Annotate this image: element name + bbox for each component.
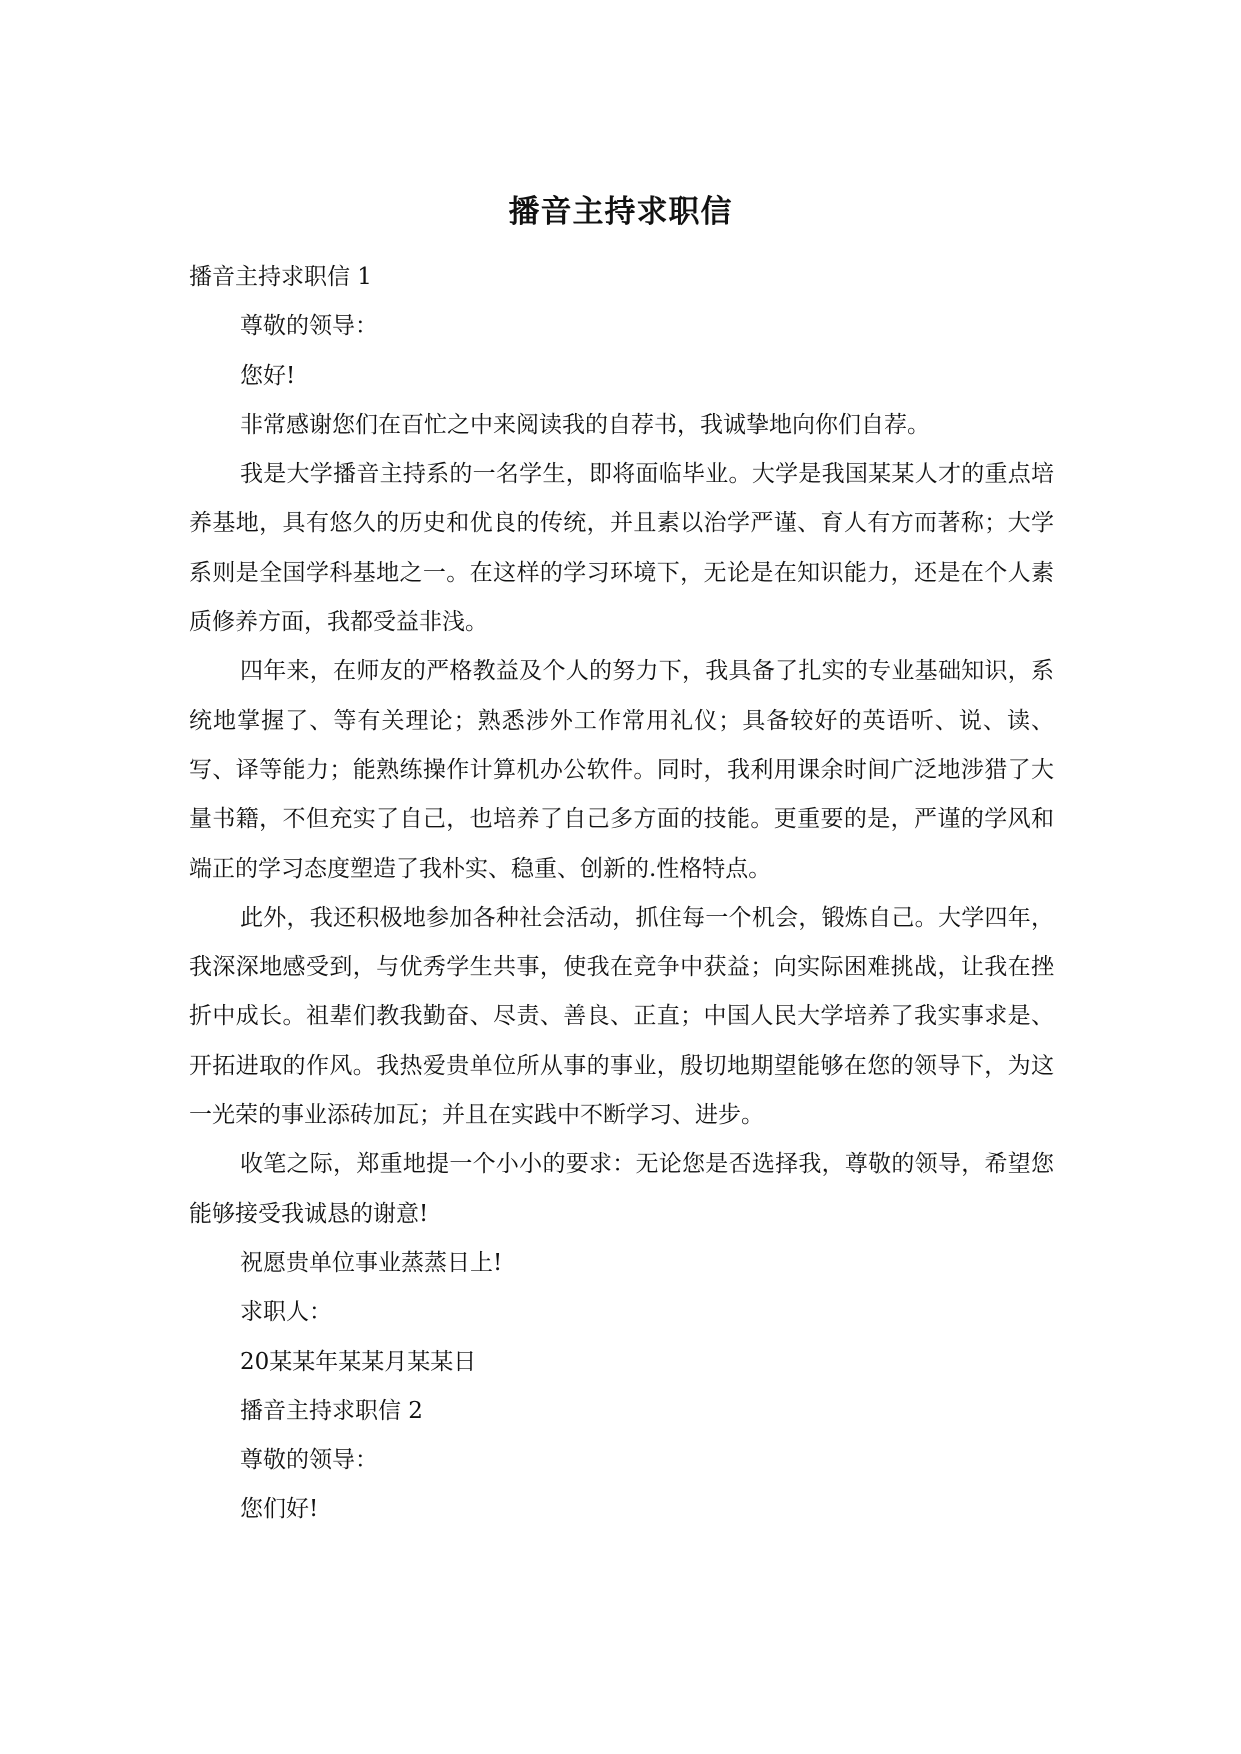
letter1-paragraph: 四年来，在师友的严格教益及个人的努力下，我具备了扎实的专业基础知识，系统地掌握了、等有关理论；熟悉涉外工作常用礼仪；具备较好的英语听、说、读、写、译等能力；能熟练操作计算机办公软件。同时，我利用课余时间广泛地涉猎了大量书籍，不但充实了自己，也培养了自己多方面的技能。更重要的是，严谨的学风和端正的学习态度塑造了我朴实、稳重、创新的.性格特点。 (189, 658, 1054, 882)
letter1-signature-label: 求职人： (240, 1299, 332, 1326)
letter1-closing: 祝愿贵单位事业蒸蒸日上! (240, 1249, 503, 1276)
letter2-heading: 播音主持求职信 2 (240, 1397, 423, 1424)
letter1-heading: 播音主持求职信 1 (189, 264, 372, 290)
letter1-paragraph: 我是大学播音主持系的一名学生，即将面临毕业。大学是我国某某人才的重点培养基地，具有悠久的历史和优良的传统，并且素以治学严谨、育人有方而著称；大学系则是全国学科基地之一。在这样的学习环境下，无论是在知识能力，还是在个人素质修养方面，我都受益非浅。 (189, 461, 1054, 636)
document-body (189, 253, 1054, 1535)
letter1-paragraph: 此外，我还积极地参加各种社会活动，抓住每一个机会，锻炼自己。大学四年，我深深地感受到，与优秀学生共事，使我在竞争中获益；向实际困难挑战，让我在挫折中成长。祖辈们教我勤奋、尽责、善良、正直；中国人民大学培养了我实事求是、开拓进取的作风。我热爱贵单位所从事的事业，殷切地期望能够在您的领导下，为这一光荣的事业添砖加瓦；并且在实践中不断学习、进步。 (189, 904, 1054, 1129)
letter1-salutation: 尊敬的领导： (240, 313, 378, 340)
letter2-salutation: 尊敬的领导： (240, 1447, 378, 1474)
letter1-paragraph: 收笔之际，郑重地提一个小小的要求：无论您是否选择我，尊敬的领导，希望您能够接受我诚恳的谢意! (189, 1151, 1054, 1227)
letter1-date: 20某某年某某月某某日 (240, 1348, 477, 1375)
document-title: 播音主持求职信 (508, 194, 733, 230)
letter1-paragraph: 非常感谢您们在百忙之中来阅读我的自荐书，我诚挚地向你们自荐。 (240, 411, 930, 438)
letter2-greeting: 您们好! (240, 1496, 319, 1523)
letter1-greeting: 您好! (240, 362, 296, 389)
